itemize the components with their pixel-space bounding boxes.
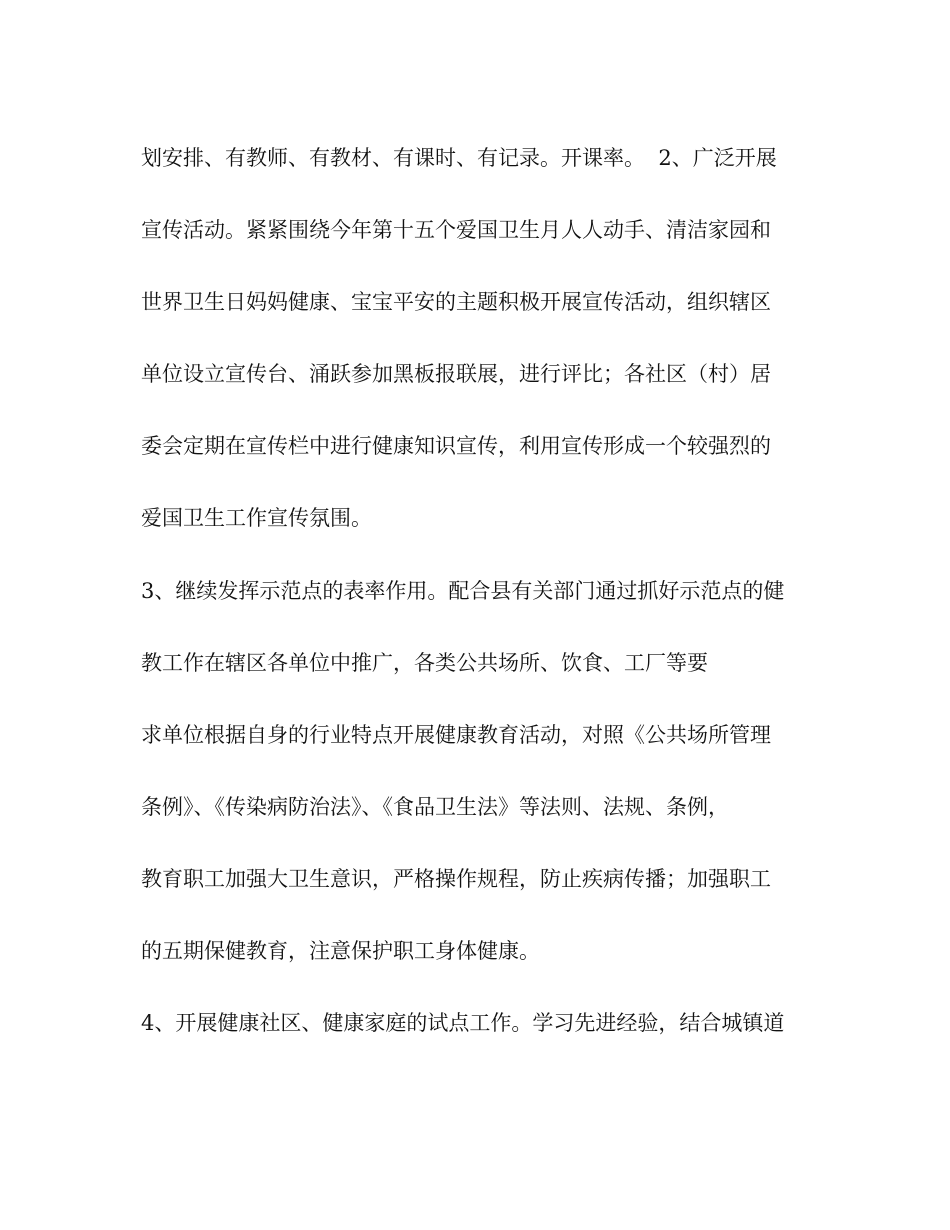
text-line: 宣传活动。紧紧围绕今年第十五个爱国卫生月人人动手、清洁家园和 (141, 218, 771, 242)
text-line: 划安排、有教师、有教材、有课时、有记录。开课率。 2、广泛开展 (141, 146, 777, 170)
text-line: 世界卫生日妈妈健康、宝宝平安的主题积极开展宣传活动，组织辖区 (141, 290, 771, 314)
text-line: 教育职工加强大卫生意识，严格操作规程，防止疾病传播；加强职工 (141, 867, 771, 891)
text-line: 条例》、《传染病防治法》、《食品卫生法》等法则、法规、条例， (141, 795, 729, 819)
text-line: 委会定期在宣传栏中进行健康知识宣传，利用宣传形成一个较强烈的 (141, 434, 771, 458)
text-line: 单位设立宣传台、涌跃参加黑板报联展，进行评比；各社区（村）居 (141, 362, 771, 386)
text-line: 爱国卫生工作宣传氛围。 (141, 506, 372, 530)
text-line: 3、继续发挥示范点的表率作用。配合县有关部门通过抓好示范点的健 (141, 579, 785, 603)
text-line: 教工作在辖区各单位中推广，各类公共场所、饮食、工厂等要 (141, 651, 708, 675)
text-line: 求单位根据自身的行业特点开展健康教育活动，对照《公共场所管理 (141, 723, 771, 747)
text-line: 4、开展健康社区、健康家庭的试点工作。学习先进经验，结合城镇道 (141, 1011, 785, 1035)
text-line: 的五期保健教育，注意保护职工身体健康。 (141, 939, 540, 963)
